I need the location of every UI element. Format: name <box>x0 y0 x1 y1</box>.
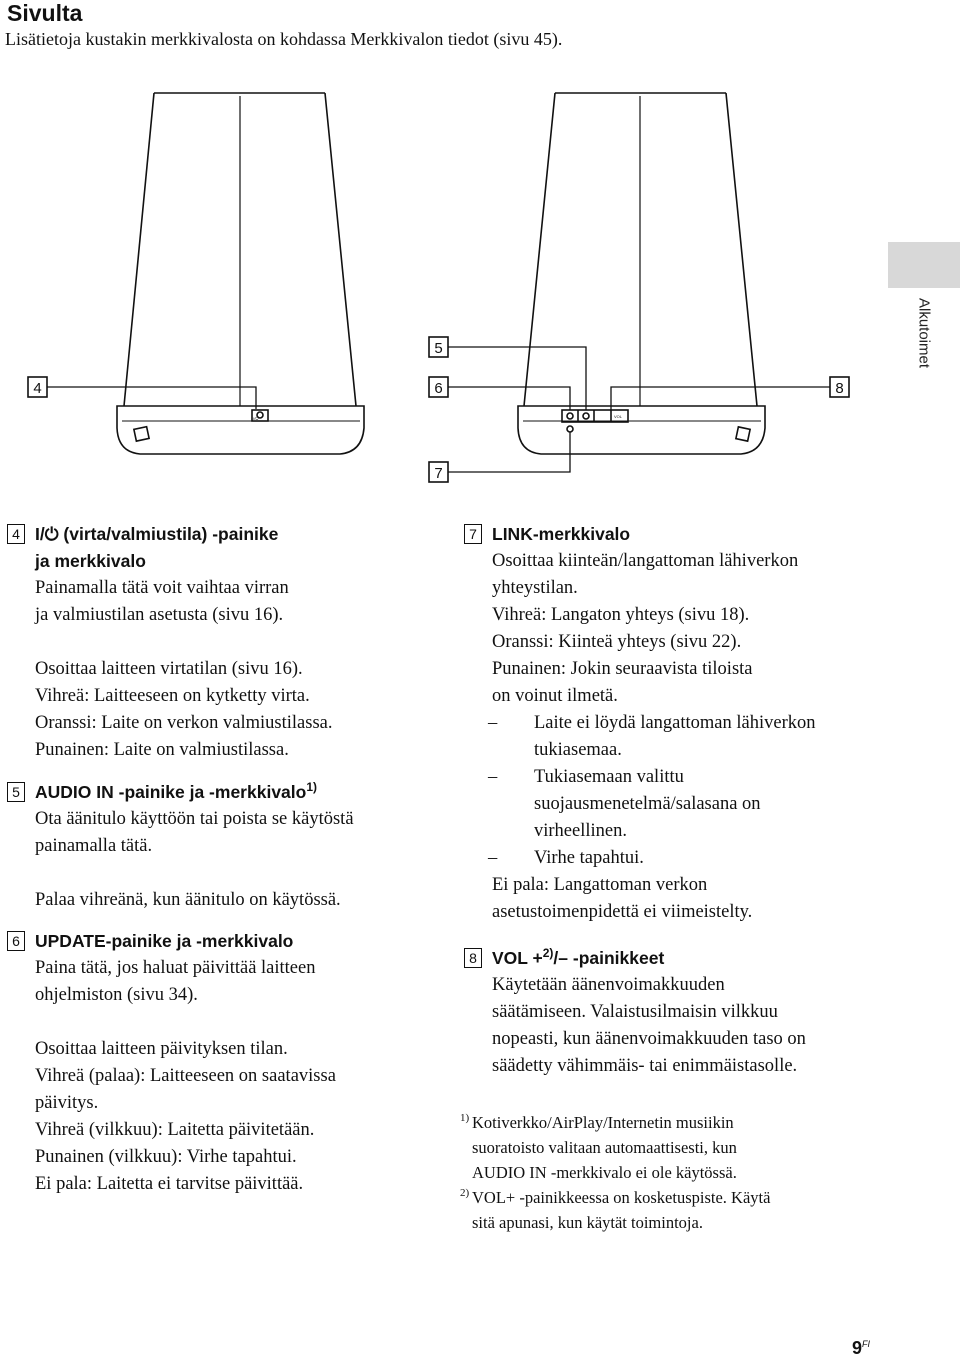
item-8-heading: 8 VOL +$^{2)}$/– -painikkeet <box>464 940 904 972</box>
item-6-line: Osoittaa laitteen päivityksen tilan. <box>35 1038 288 1059</box>
speaker-diagram <box>0 0 960 500</box>
item-8-line: Käytetään äänenvoimakkuuden <box>492 974 725 995</box>
item-8-line: nopeasti, kun äänenvoimakkuuden taso on <box>492 1028 806 1049</box>
item-7-line: Vihreä: Langaton yhteys (sivu 18). <box>492 605 750 625</box>
item-7-line: on voinut ilmetä. <box>492 686 618 706</box>
item-4-line: Punainen: Laite on valmiustilassa. <box>35 740 289 760</box>
callout-4: 4 <box>33 380 42 397</box>
item-4-line: Painamalla tätä voit vaihtaa virran <box>35 578 289 598</box>
footnote-1: 1) Kotiverkko/AirPlay/Internetin musiikin suoratoisto valitaan automaattisesti, kun AUDIO IN -merkkivalo ei ole käytössä. <box>460 1112 737 1182</box>
item-6-line: Vihreä (vilkkuu): Laitetta päivitetään. <box>35 1119 315 1140</box>
item-7-number: 7 <box>464 524 482 544</box>
item-7-line: Punainen: Jokin seuraavista tiloista <box>492 659 753 679</box>
footnote-2: 2) VOL+ -painikkeessa on kosketuspiste. Käytä sitä apunasi, kun käytät toimintoja. <box>460 1187 771 1232</box>
callout-6: 6 <box>434 380 443 397</box>
item-5-number: 5 <box>7 782 25 802</box>
item-7-line: yhteystilan. <box>492 578 578 598</box>
page-title: Sivulta <box>7 0 83 26</box>
footnotes <box>460 1110 880 1235</box>
item-7-heading: 7 LINK-merkkivalo <box>464 521 904 548</box>
item-4-line: Osoittaa laitteen virtatilan (sivu 16). <box>35 659 303 679</box>
item-7-line: asetustoimenpidettä ei viimeistelty. <box>492 902 753 922</box>
item-6-line: ohjelmiston (sivu 34). <box>35 984 198 1005</box>
callout-5: 5 <box>434 340 443 357</box>
item-4-heading: 4 I/⏻ (virta/valmiustila) -painike <box>7 521 437 548</box>
item-5-heading: 5 AUDIO IN -painike ja -merkkivalo$^{1)}$ <box>7 774 437 806</box>
page-subtitle: Lisätietoja kustakin merkkivalosta on kohdassa Merkkivalon tiedot (sivu 45). <box>5 29 563 49</box>
item-4-line: Oranssi: Laite on verkon valmiustilassa. <box>35 713 333 733</box>
left-column <box>7 521 437 1198</box>
item-7-line: Ei pala: Langattoman verkon <box>492 875 708 895</box>
page-number: $9^{FI}$ <box>852 1338 871 1358</box>
item-8-line: säätämiseen. Valaistusilmaisin vilkkuu <box>492 1001 778 1022</box>
item-4-line: ja valmiustilan asetusta (sivu 16). <box>35 605 284 625</box>
speaker-left <box>117 93 364 454</box>
item-6-line: Paina tätä, jos haluat päivittää laitteen <box>35 957 316 978</box>
item-5-line: Ota äänitulo käyttöön tai poista se käytöstä <box>35 808 354 829</box>
item-4-number: 4 <box>7 524 25 544</box>
item-4-line: Vihreä: Laitteeseen on kytketty virta. <box>35 686 310 706</box>
callout-8: 8 <box>835 380 844 397</box>
item-6-line: Ei pala: Laitetta ei tarvitse päivittää. <box>35 1173 304 1194</box>
side-tab-label: Alkutoimet <box>915 297 933 369</box>
item-7-bullet: – Tukiasemaan valittu suojausmenetelmä/salasana on virheellinen. <box>464 764 904 845</box>
speaker-right <box>518 93 765 454</box>
item-5-line: painamalla tätä. <box>35 835 153 856</box>
item-4-heading-cont: ja merkkivalo <box>35 551 146 571</box>
item-7-line: Oranssi: Kiinteä yhteys (sivu 22). <box>492 632 742 652</box>
item-8-line: säädetty vähimmäis- tai enimmäistasolle. <box>492 1055 798 1076</box>
vol-button-tiny-label: VOL <box>614 414 623 419</box>
item-5-line: Palaa vihreänä, kun äänitulo on käytössä. <box>35 889 341 910</box>
item-6-number: 6 <box>7 931 25 951</box>
item-6-line: Vihreä (palaa): Laitteeseen on saatavissa <box>35 1065 336 1086</box>
item-7-bullet: – Laite ei löydä langattoman lähiverkon tukiasemaa. <box>464 710 904 764</box>
right-column <box>464 521 904 1080</box>
item-7-bullet: – Virhe tapahtui. <box>464 845 904 872</box>
item-7-line: Osoittaa kiinteän/langattoman lähiverkon <box>492 551 799 571</box>
item-6-line: päivitys. <box>35 1092 99 1113</box>
item-8-number: 8 <box>464 948 482 968</box>
item-6-line: Punainen (vilkkuu): Virhe tapahtui. <box>35 1146 297 1167</box>
power-button-tiny-label: I/⏻ <box>253 416 259 421</box>
item-6-heading: 6 UPDATE-painike ja -merkkivalo <box>7 928 437 955</box>
callout-7: 7 <box>434 465 443 482</box>
